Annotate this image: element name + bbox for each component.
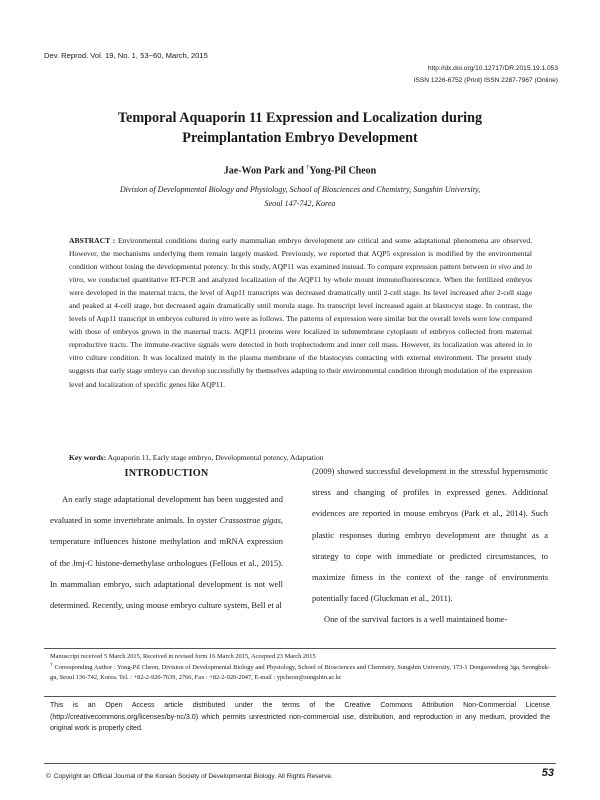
intro-paragraph-1 xyxy=(50,489,283,616)
copyright-line xyxy=(46,773,333,780)
corresponding-dagger: † xyxy=(306,165,310,171)
open-access-divider xyxy=(44,696,556,697)
doi-block xyxy=(414,63,558,86)
abstract-text-4: culture condition. It was localized mainly in the plasma membrane of the blastocysts contacting with external environment. The present study suggests that early stage embryo can develop successfully by themselves adapting to their environmental condition through modulation of the expression level and localization of specific genes like AQP11. xyxy=(69,353,532,389)
footnotes xyxy=(50,652,550,682)
open-access-notice: This is an Open Access article distributed under the terms of the Creative Commons Attribution Non-Commercial License (http://creativecommons.org/licenses/by-nc/3.0) which permits unrestricted non-commercial use, distribution, and reproduction in any medium, provided the original work is properly cited. xyxy=(50,702,550,733)
author-2: Yong-Pil Cheon xyxy=(309,165,377,177)
copyright-icon: © xyxy=(46,773,51,780)
journal-reference: Dev. Reprod. Vol. 19, No. 1, 53~60, March, 2015 xyxy=(44,51,208,60)
affiliation xyxy=(70,183,530,211)
affiliation-line-1: Division of Developmental Biology and Physiology, School of Biosciences and Chemistry, Sungshin University, xyxy=(119,185,481,194)
intro-text-1b: , temperature influences histone methylation and mRNA expression of the Jmj-C histone-demethylase orthologues (Fellous et al., 2015). In mammalian embryo, such adaptational development is not well determined. Recently, using mouse embryo culture system, Bell et al xyxy=(50,515,283,611)
term-in-vivo: in vivo xyxy=(490,262,511,272)
manuscript-dates: Manuscript received 5 March 2015, Received in revised form 16 March 2015, Accepted 23 March 2015 xyxy=(50,653,316,660)
issn-line: ISSN 1226-6752 (Print) ISSN 2287-7967 (Online) xyxy=(413,76,558,84)
term-in-vitro: in vitro xyxy=(69,262,532,285)
keywords-text: Aquaporin 11, Early stage embryo, Developmental potency, Adaptation xyxy=(106,453,324,462)
intro-paragraph-1-cont: (2009) showed successful development in the stressful hyperosmotic stress and changing of profiles in expressed genes. Additional evidences are reported in mouse embryos (Park et al., 2014). Such plastic responses during embryo development are thought as a strategy to cope with immediate or predicted circumstances, to maximize fitness in the context of the range of environments potentially faced (Gluckman et al., 2011). xyxy=(312,466,548,604)
footer-divider xyxy=(44,763,556,764)
term-in-vitro-2: in vitro xyxy=(211,314,234,324)
page-number: 53 xyxy=(541,767,554,779)
species-name: Crassostrae gigas xyxy=(219,515,281,526)
affiliation-line-2: Seoul 147-742, Korea xyxy=(264,199,336,208)
author-1: Jae-Won Park and xyxy=(223,165,307,177)
article-title xyxy=(60,108,540,148)
abstract-text-1: Environmental conditions during early mammalian embryo development are critical and some adaptational phenomena are observed. However, the mechanisms underlying them remain largely masked. Previously, we reported that AQP5 expression is modified by the environmental condition without losing the developmental potency. In this study, AQP11 was examined instead. To compare expression pattern between xyxy=(69,236,532,272)
left-column xyxy=(50,461,283,616)
corresponding-author-note xyxy=(50,661,550,682)
abstract-text-3: were as follows. The patterns of expression were similar but the overall levels were low compared with those of embryos grown in the maternal tracts. AQP11 proteins were localized in submembrane cytoplasm of embryos collected from maternal reproductive tracts. The immune-reactive signals were detected in both trophectoderm and inner cell mass. However, its localization was altered in xyxy=(69,314,532,350)
copyright-text: Copyright an Official Journal of the Korean Society of Developmental Biology. All Rights Reserve. xyxy=(53,773,333,780)
title-line-1: Temporal Aquaporin 11 Expression and Localization during xyxy=(117,110,483,126)
term-in-vitro-3: in vitro xyxy=(69,340,532,363)
footnote-divider xyxy=(44,648,556,649)
section-heading-introduction: INTRODUCTION xyxy=(124,468,209,479)
intro-text-1a: An early stage adaptational development has been suggested and evaluated in some invertebrate animals. In oyster xyxy=(50,494,283,526)
footnote-dagger: † xyxy=(50,662,53,669)
abstract-text-2: , we conducted quantitative RT-PCR and analyzed localization of the AQP11 by whole mount immunofluorescence. When the fertilized embryos were developed in the maternal tracts, the level of Aqp11 transcripts was decreased dramatically until 2-cell stage. Its level increased after 2-cell stage and peaked at 4-cell stage, but decreased again dramatically until morula stage. Its transcript level increased again at blastocyst stage. In contrast, the levels of Aqp11 transcript in embryos cultured xyxy=(69,275,532,324)
keywords-label: Key words: xyxy=(69,453,107,462)
right-column xyxy=(312,461,548,631)
intro-paragraph-2: One of the survival factors is a well maintained home- xyxy=(324,614,508,625)
abstract xyxy=(69,234,532,391)
corresponding-author-text: Corresponding Author : Yong-Pil Cheon, Division of Developmental Biology and Physiology, School of Biosciences and Chemistry, Sungshin University, 173-1 Dongseondong 3ga, Seongbuk-gu, Seoul 136-742, Korea. Tel. : +82-2-920-7639, 2766, Fax : +82-2-920-2047, E-mail : ypcheon@sungshin.ac.kr xyxy=(50,664,550,681)
abstract-and: and xyxy=(510,262,527,272)
abstract-label: ABSTRACT : xyxy=(69,236,116,245)
title-line-2: Preimplantation Embryo Development xyxy=(182,130,418,146)
doi-link[interactable]: http://dx.doi.org/10.12717/DR.2015.19.1.053 xyxy=(427,65,558,72)
author-list xyxy=(60,165,540,176)
